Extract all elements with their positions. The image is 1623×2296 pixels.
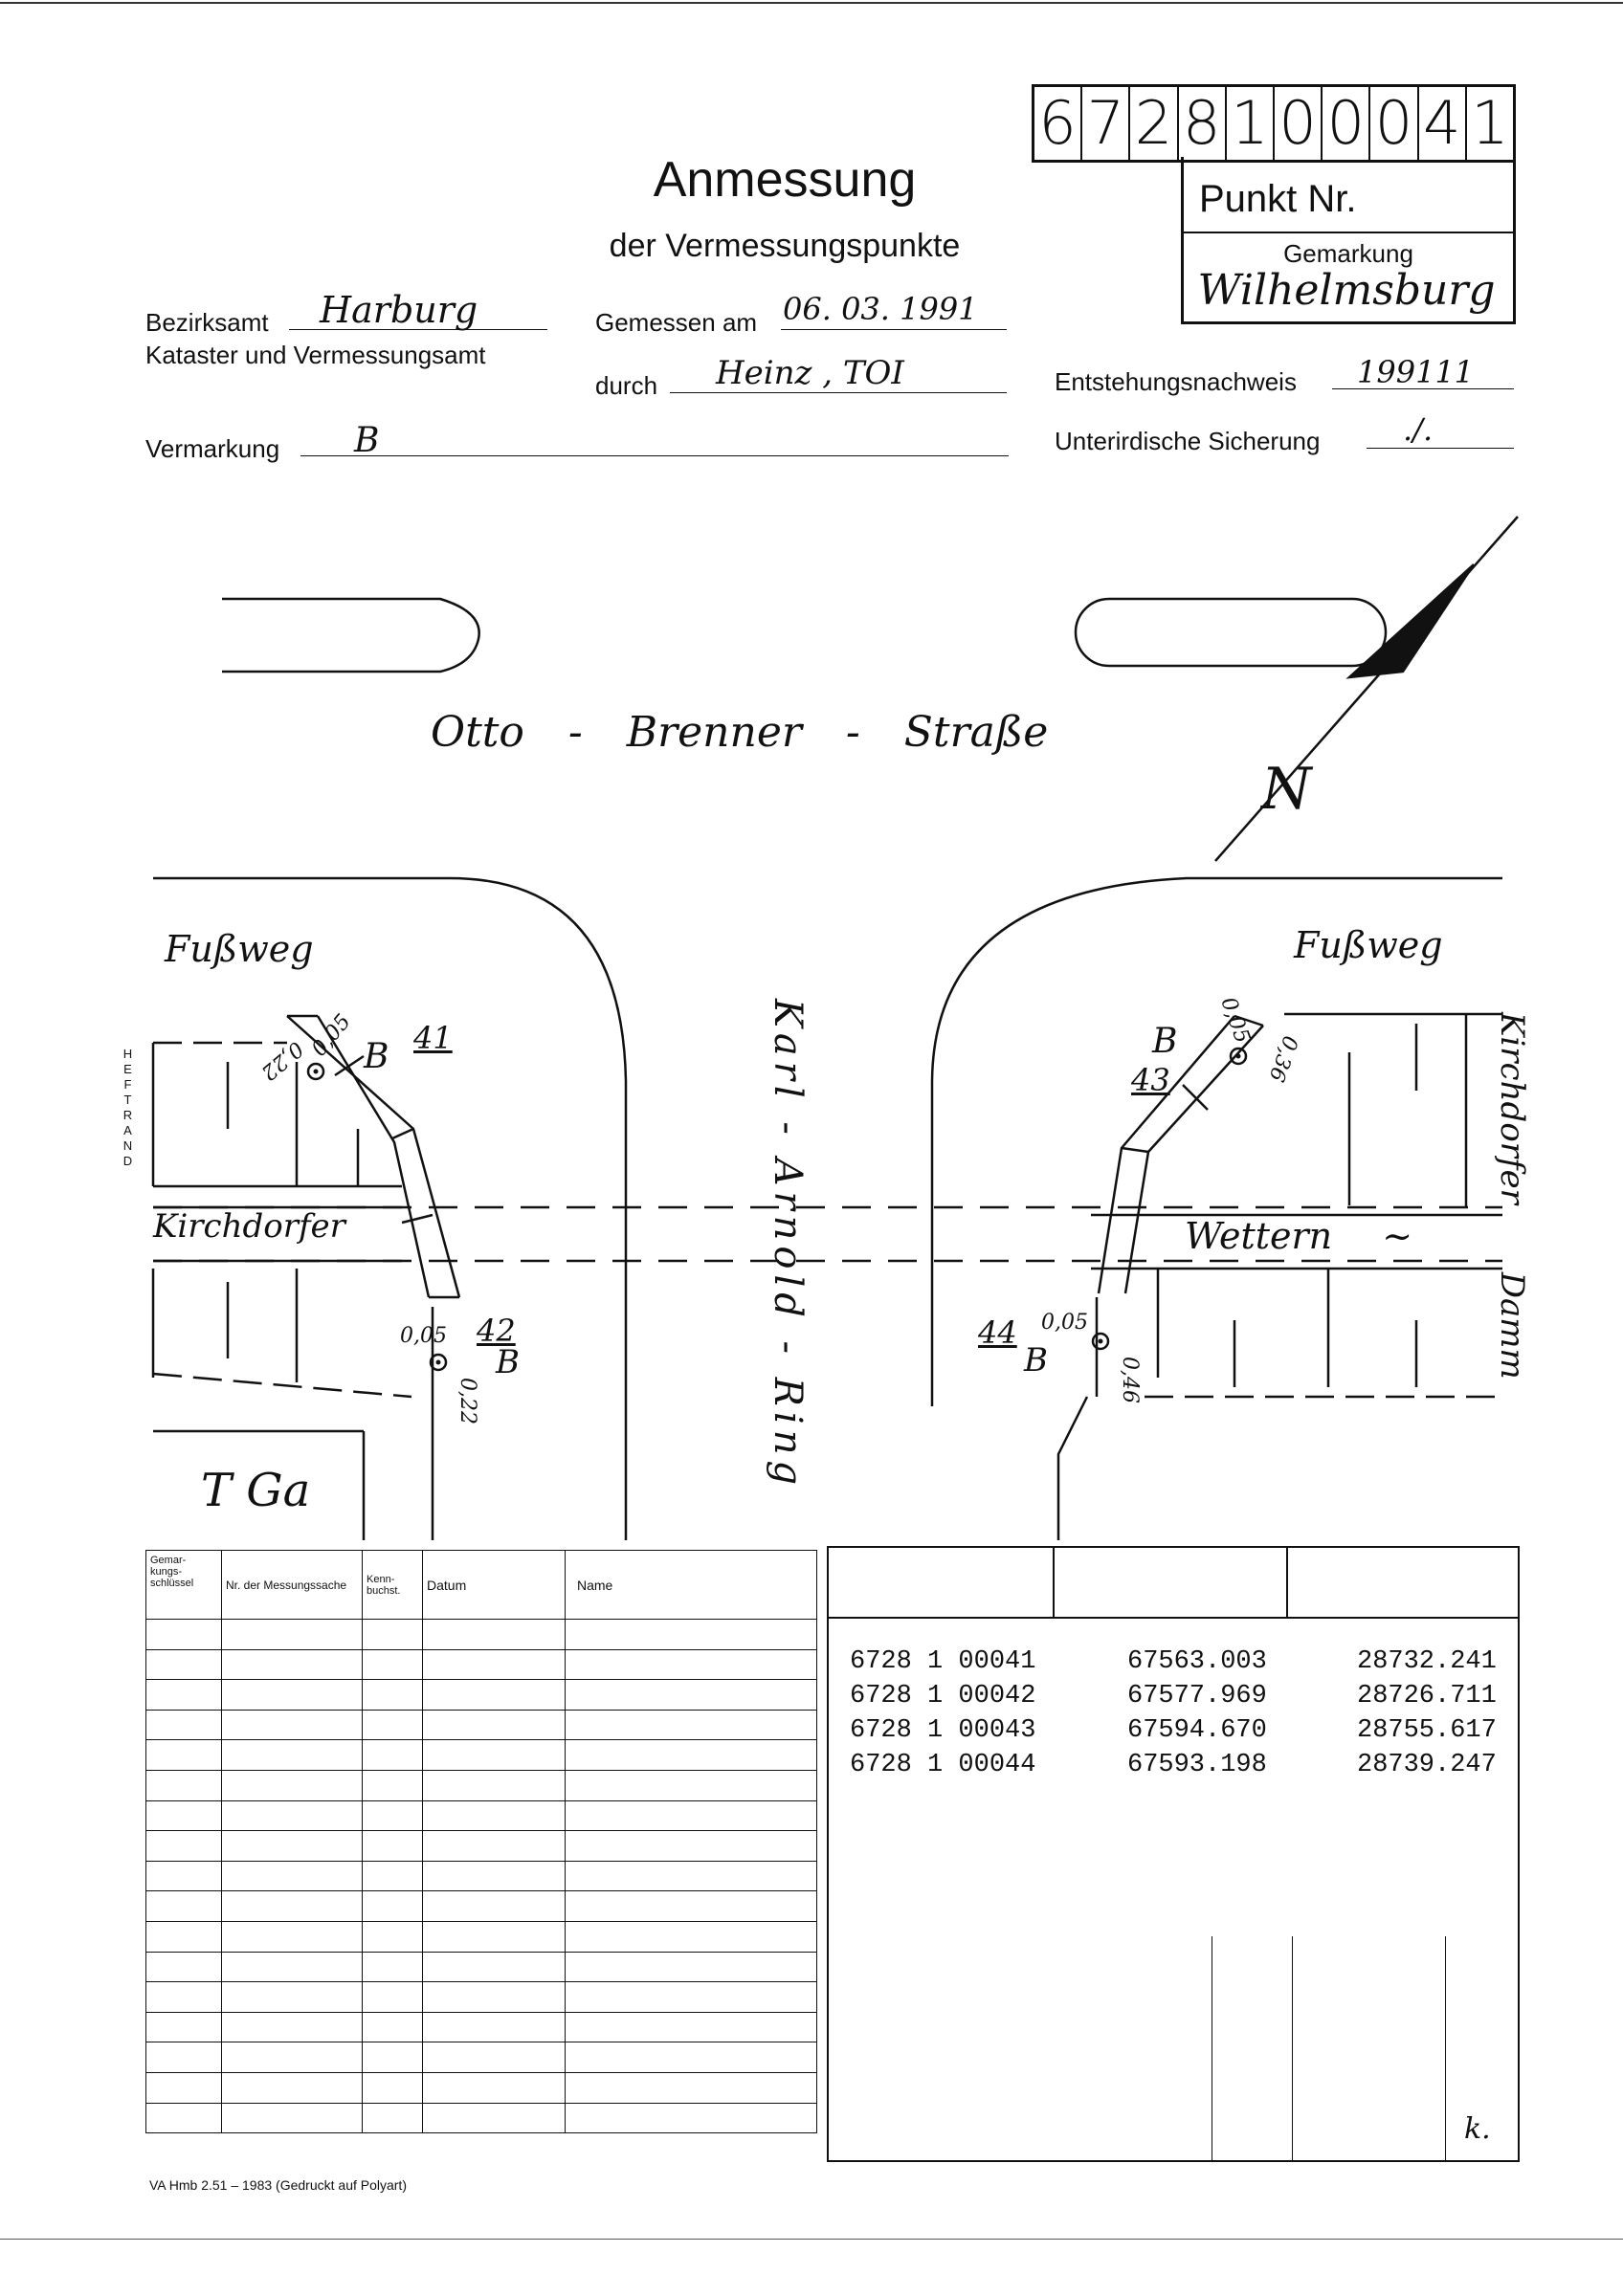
register-cell <box>222 2072 363 2103</box>
register-cell <box>363 1710 423 1740</box>
coord-x: 67577.969 <box>1127 1682 1267 1711</box>
col-name: Name <box>566 1551 817 1620</box>
survey-sketch <box>0 497 1623 1550</box>
kirchdorfer-damm-label: Kirchdorfer Damm <box>1493 1012 1531 1380</box>
register-cell <box>222 1770 363 1800</box>
register-cell <box>222 2042 363 2073</box>
point-43-b: B <box>1152 1022 1178 1061</box>
register-cell <box>363 1861 423 1891</box>
register-row <box>146 1982 817 2013</box>
register-cell <box>566 1680 817 1711</box>
register-row <box>146 1649 817 1680</box>
kataster-label: Kataster und Vermessungsamt <box>145 341 486 369</box>
top-edge-line <box>0 2 1623 4</box>
register-row <box>146 1861 817 1891</box>
digit: 1 <box>1471 88 1509 158</box>
register-cell <box>222 1710 363 1740</box>
register-cell <box>423 1740 566 1771</box>
vermarkung-value: B <box>354 421 380 460</box>
street-karl-arnold: Karl - Arnold - Ring <box>766 999 810 1491</box>
register-cell <box>222 1982 363 2013</box>
point-41-d1: 0,05 <box>307 1009 356 1062</box>
register-cell <box>363 2042 423 2073</box>
wettern-label: Wettern ~ <box>1185 1215 1413 1257</box>
heftrand-label: HEFTRAND <box>121 1047 135 1169</box>
coordinate-table <box>827 1546 1520 2162</box>
point-43-d2: 0,36 <box>1263 1032 1302 1085</box>
register-row <box>146 1710 817 1740</box>
register-cell <box>566 1800 817 1831</box>
register-cell <box>222 1680 363 1711</box>
register-cell <box>423 1861 566 1891</box>
register-table <box>145 1550 817 2133</box>
digit: 8 <box>1179 87 1227 160</box>
register-row <box>146 1952 817 1982</box>
register-cell <box>222 1831 363 1862</box>
register-cell <box>423 1921 566 1952</box>
register-cell <box>146 1921 222 1952</box>
register-cell <box>146 1831 222 1862</box>
point-42-b: B <box>496 1343 520 1381</box>
digit: 6 <box>1034 87 1082 160</box>
register-cell <box>146 1649 222 1680</box>
col-messungssache: Nr. der Messungssache <box>222 1551 363 1620</box>
register-row <box>146 2042 817 2073</box>
coord-row <box>850 1682 1497 1716</box>
coord-y: 28755.617 <box>1357 1716 1497 1745</box>
point-43-label: 43 <box>1131 1062 1170 1098</box>
page-title: Anmessung <box>653 152 917 208</box>
register-cell <box>146 1770 222 1800</box>
col-gemarkungsschluessel: Gemar-kungs-schlüssel <box>146 1551 222 1620</box>
coord-x: 67593.198 <box>1127 1751 1267 1779</box>
register-cell <box>566 1649 817 1680</box>
register-cell <box>566 1620 817 1650</box>
register-cell <box>146 1952 222 1982</box>
register-cell <box>363 1649 423 1680</box>
register-cell <box>146 1740 222 1771</box>
coord-row <box>850 1751 1497 1785</box>
col-kennbuchstabe: Kenn-buchst. <box>363 1551 423 1620</box>
gemarkung-value: Wilhelmsburg <box>1197 266 1496 315</box>
register-cell <box>566 1740 817 1771</box>
traffic-island-right <box>1076 599 1386 666</box>
entstehung-value: 199111 <box>1357 354 1475 390</box>
coord-row <box>850 1716 1497 1751</box>
tga-label: T Ga <box>201 1464 311 1517</box>
point-41-label: 41 <box>413 1020 453 1056</box>
register-row <box>146 1891 817 1922</box>
register-cell <box>363 1952 423 1982</box>
register-cell <box>363 1831 423 1862</box>
gemessen-value: 06. 03. 1991 <box>783 291 978 327</box>
coord-id: 6728 1 00041 <box>850 1647 1036 1676</box>
register-row <box>146 1831 817 1862</box>
register-cell <box>566 1831 817 1862</box>
digit: 7 <box>1082 87 1130 160</box>
register-row <box>146 2072 817 2103</box>
coord-row <box>850 1647 1497 1682</box>
register-cell <box>566 1710 817 1740</box>
page-subtitle: der Vermessungspunkte <box>609 228 961 264</box>
register-cell <box>566 2072 817 2103</box>
coord-id: 6728 1 00043 <box>850 1716 1036 1745</box>
register-cell <box>146 1680 222 1711</box>
coord-x: 67594.670 <box>1127 1716 1267 1745</box>
register-row <box>146 2103 817 2133</box>
register-cell <box>423 2012 566 2042</box>
register-cell <box>423 2103 566 2133</box>
point-number-box <box>1032 84 1516 163</box>
digit: 2 <box>1130 87 1178 160</box>
punkt-label: Punkt Nr. <box>1199 178 1357 220</box>
register-cell <box>566 2103 817 2133</box>
register-cell <box>146 1620 222 1650</box>
bottom-edge-line <box>0 2239 1623 2240</box>
register-cell <box>363 1891 423 1922</box>
signature: k. <box>1464 2112 1491 2146</box>
register-cell <box>363 1770 423 1800</box>
register-cell <box>566 1770 817 1800</box>
point-43-d1: 0,05 <box>1215 994 1255 1047</box>
register-cell <box>363 1620 423 1650</box>
north-arrow-head <box>1349 564 1474 677</box>
fussweg-right: Fußweg <box>1294 924 1443 966</box>
digit: 0 <box>1323 87 1370 160</box>
coord-id: 6728 1 00042 <box>850 1682 1036 1711</box>
register-row <box>146 1770 817 1800</box>
register-row <box>146 2012 817 2042</box>
gemarkung-label: Gemarkung <box>1283 239 1413 268</box>
register-cell <box>423 1891 566 1922</box>
register-cell <box>363 1800 423 1831</box>
gemessen-label: Gemessen am <box>595 308 758 337</box>
register-cell <box>363 2072 423 2103</box>
register-cell <box>363 2012 423 2042</box>
sicherung-value: ./. <box>1403 411 1434 448</box>
register-cell <box>222 1921 363 1952</box>
fussweg-left: Fußweg <box>165 928 314 970</box>
north-label: N <box>1261 756 1312 823</box>
register-cell <box>146 1710 222 1740</box>
form-footer: VA Hmb 2.51 – 1983 (Gedruckt auf Polyart) <box>149 2177 407 2193</box>
register-cell <box>222 1861 363 1891</box>
register-cell <box>222 1891 363 1922</box>
punkt-box <box>1181 157 1516 324</box>
register-cell <box>423 2072 566 2103</box>
register-cell <box>566 2012 817 2042</box>
register-cell <box>363 1982 423 2013</box>
register-cell <box>222 1649 363 1680</box>
register-cell <box>423 2042 566 2073</box>
col-datum: Datum <box>423 1551 566 1620</box>
register-cell <box>222 1952 363 1982</box>
register-cell <box>423 1952 566 1982</box>
point-42-d2: 0,22 <box>456 1378 479 1424</box>
traffic-island-left <box>222 599 479 672</box>
register-cell <box>222 2012 363 2042</box>
register-cell <box>423 1831 566 1862</box>
digit: 1 <box>1227 87 1275 160</box>
street-otto-brenner: Otto - Brenner - Straße <box>431 708 1049 757</box>
point-41-d2: 0,22 <box>256 1036 308 1085</box>
register-cell <box>423 1982 566 2013</box>
register-cell <box>222 1740 363 1771</box>
register-cell <box>363 1740 423 1771</box>
point-44-b: B <box>1024 1341 1048 1380</box>
coord-id: 6728 1 00044 <box>850 1751 1036 1779</box>
coord-x: 67563.003 <box>1127 1647 1267 1676</box>
durch-value: Heinz , TOI <box>716 354 904 392</box>
register-cell <box>146 2042 222 2073</box>
durch-label: durch <box>595 371 658 400</box>
register-cell <box>146 1891 222 1922</box>
register-cell <box>222 1800 363 1831</box>
register-cell <box>423 1710 566 1740</box>
register-cell <box>222 1620 363 1650</box>
digit: 4 <box>1419 87 1467 160</box>
point-42-d1: 0,05 <box>400 1324 447 1348</box>
vermarkung-label: Vermarkung <box>145 434 280 463</box>
register-cell <box>566 1921 817 1952</box>
register-cell <box>222 2103 363 2133</box>
sicherung-label: Unterirdische Sicherung <box>1055 427 1321 455</box>
register-cell <box>423 1680 566 1711</box>
register-cell <box>146 1861 222 1891</box>
entstehung-label: Entstehungsnachweis <box>1055 367 1297 396</box>
register-row <box>146 1800 817 1831</box>
coord-y: 28739.247 <box>1357 1751 1497 1779</box>
register-cell <box>363 2103 423 2133</box>
register-row <box>146 1921 817 1952</box>
bezirksamt-label: Bezirksamt <box>145 308 269 337</box>
register-cell <box>566 1861 817 1891</box>
register-cell <box>146 2072 222 2103</box>
bezirksamt-value: Harburg <box>320 289 478 331</box>
coord-y: 28732.241 <box>1357 1647 1497 1676</box>
register-cell <box>146 1800 222 1831</box>
digit: 0 <box>1275 87 1323 160</box>
register-cell <box>566 1891 817 1922</box>
point-44-d1: 0,05 <box>1041 1311 1088 1335</box>
point-44-d2: 0,46 <box>1118 1357 1142 1403</box>
register-cell <box>423 1620 566 1650</box>
register-cell <box>146 2103 222 2133</box>
register-row <box>146 1680 817 1711</box>
register-row <box>146 1740 817 1771</box>
register-cell <box>146 2012 222 2042</box>
register-cell <box>423 1770 566 1800</box>
register-cell <box>423 1649 566 1680</box>
point-41-b: B <box>364 1037 389 1076</box>
register-cell <box>566 1982 817 2013</box>
point-42-label: 42 <box>477 1313 516 1349</box>
register-cell <box>363 1921 423 1952</box>
register-cell <box>146 1982 222 2013</box>
register-cell <box>363 1680 423 1711</box>
digit: 0 <box>1370 87 1418 160</box>
coord-y: 28726.711 <box>1357 1682 1497 1711</box>
point-44-label: 44 <box>978 1314 1017 1351</box>
register-cell <box>423 1800 566 1831</box>
kirchdorfer-label: Kirchdorfer <box>153 1207 345 1246</box>
register-cell <box>566 2042 817 2073</box>
register-cell <box>566 1952 817 1982</box>
register-row <box>146 1620 817 1650</box>
